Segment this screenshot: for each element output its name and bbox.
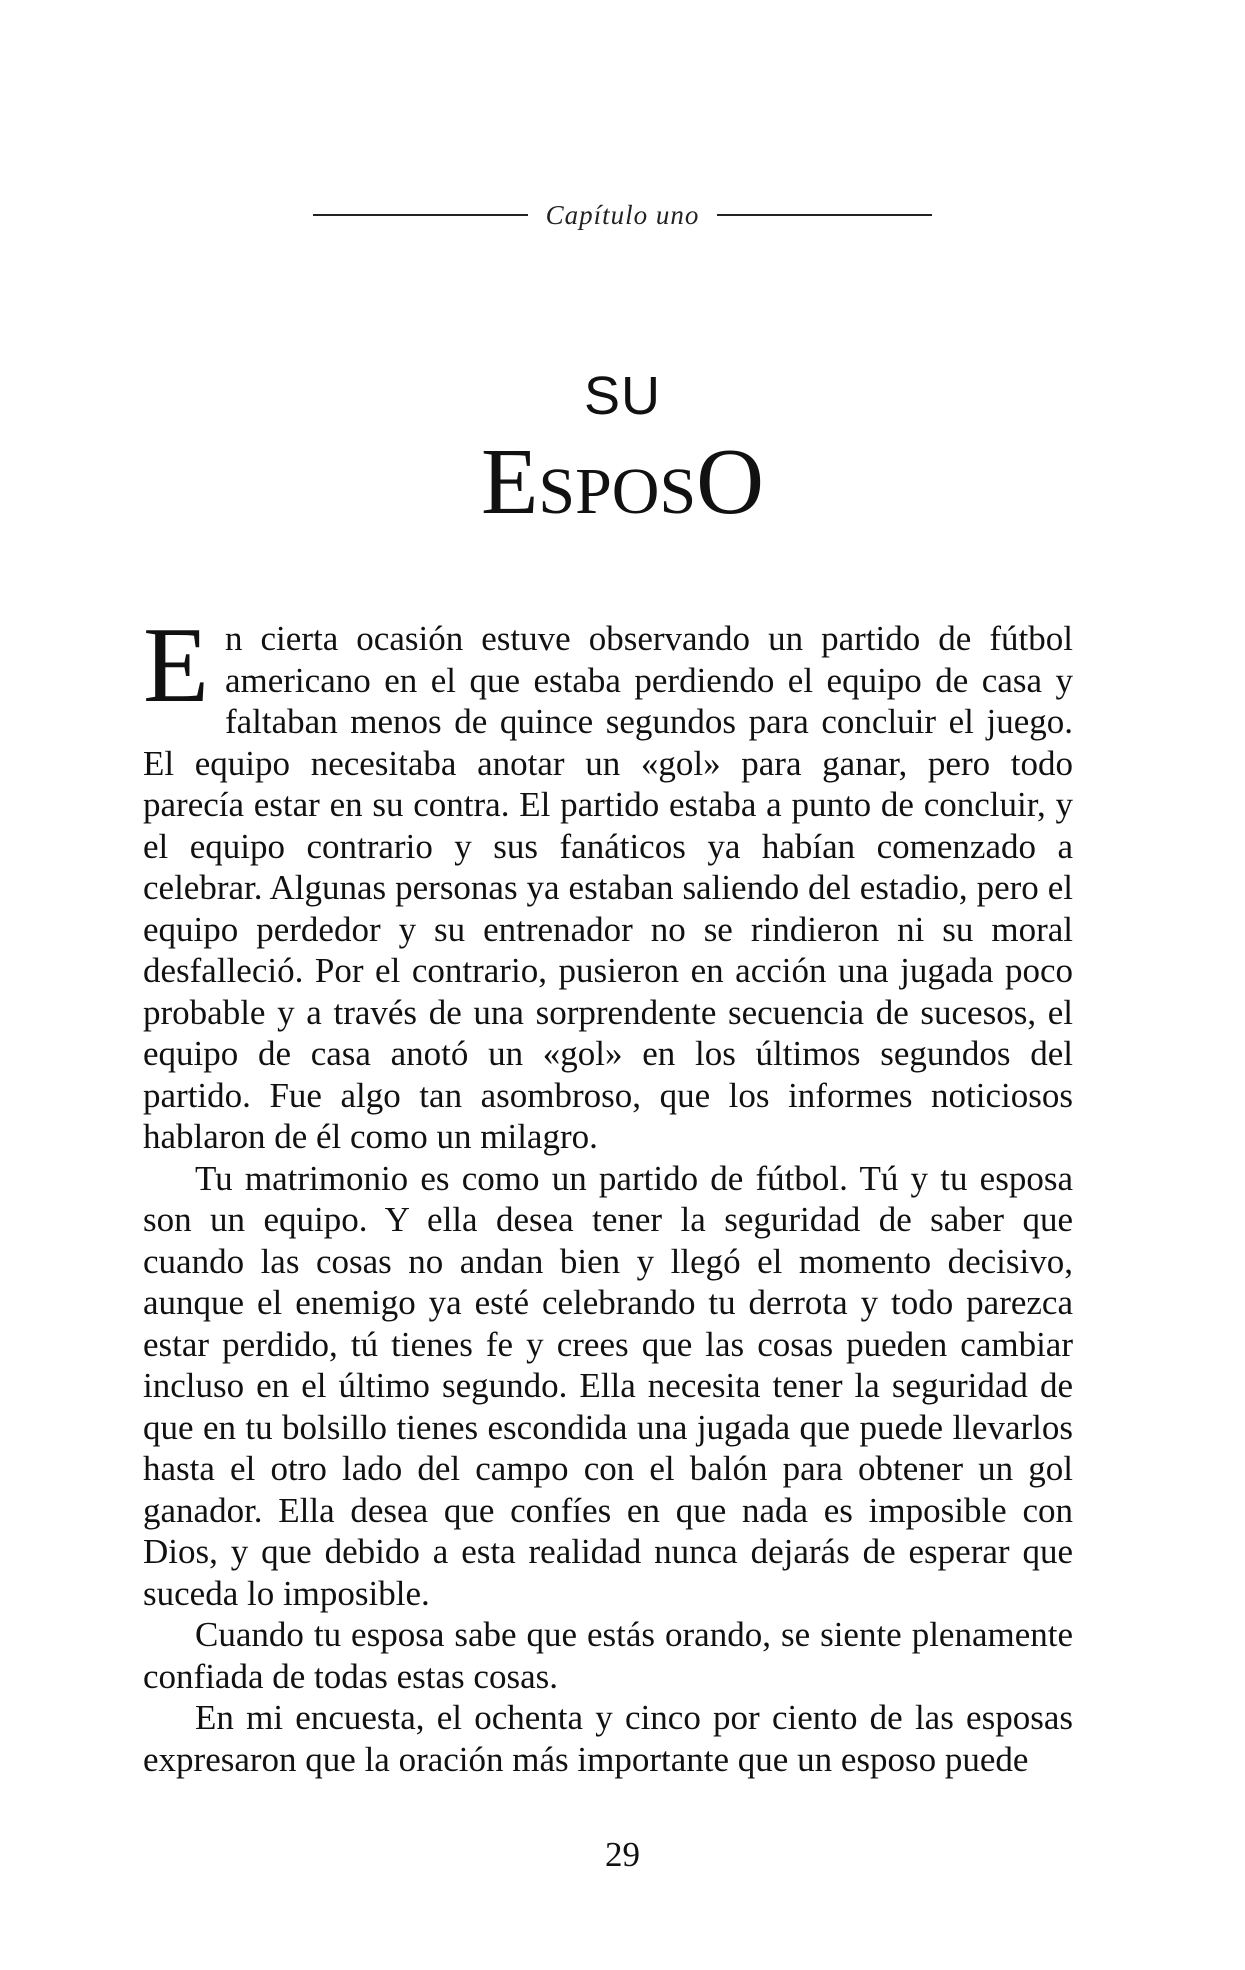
chapter-title-line1: SU (583, 366, 661, 426)
chapter-title-line2 (0, 430, 1245, 534)
chapter-label: Capítulo uno (545, 199, 700, 230)
body-text (143, 606, 1073, 1780)
title-final: O (696, 430, 765, 534)
chapter-heading (0, 195, 1245, 235)
title-initial: E (480, 430, 539, 534)
paragraph-3: Cuando tu esposa sabe que estás orando, se siente plenamente confiada de todas estas cosas. (143, 1615, 1073, 1696)
paragraph-1-text: n cierta ocasión estuve observando un partido de fútbol americano en el que estaba perdiendo el equipo de casa y faltaban menos de quince segundos para concluir el juego. El equipo necesitaba anotar un «gol» para ganar, pero todo parecía estar en su contra. El partido estaba a punto de concluir, y el equipo contrario y sus fanáticos ya habían comenzado a celebrar. Algunas personas ya estaban saliendo del estadio, pero el equipo perdedor y su entrenador no se rindieron ni su moral desfalleció. Por el contrario, pusieron en acción una jugada poco probable y a través de una sorprendente secuencia de sucesos, el equipo de casa anotó un «gol» en los últimos segundos del partido. Fue algo tan asombroso, que los informes noticiosos hablaron de él como un milagro. (143, 619, 1073, 1156)
chapter-rule-left (313, 214, 528, 216)
page-number: 29 (605, 1835, 640, 1874)
drop-cap: E (143, 606, 209, 725)
paragraph-4: En mi encuesta, el ochenta y cinco por ciento de las esposas expresaron que la oración más importante que un esposo puede (143, 1698, 1073, 1779)
paragraph-1 (143, 606, 1073, 1158)
chapter-rule-right (717, 214, 932, 216)
title-smallcaps: SPOS (538, 455, 697, 528)
paragraph-2: Tu matrimonio es como un partido de fútbol. Tú y tu esposa son un equipo. Y ella desea tener la seguridad de saber que cuando las cosas no andan bien y llegó el momento decisivo, aunque el enemigo ya esté celebrando tu derrota y todo parezca estar perdido, tú tienes fe y crees que las cosas pueden cambiar incluso en el último segundo. Ella necesita tener la seguridad de que en tu bolsillo tienes escondida una jugada que puede llevarlos hasta el otro lado del campo con el balón para obtener un gol ganador. Ella desea que confíes en que nada es imposible con Dios, y que debido a esta realidad nunca dejarás de esperar que suceda lo imposible. (143, 1158, 1073, 1613)
